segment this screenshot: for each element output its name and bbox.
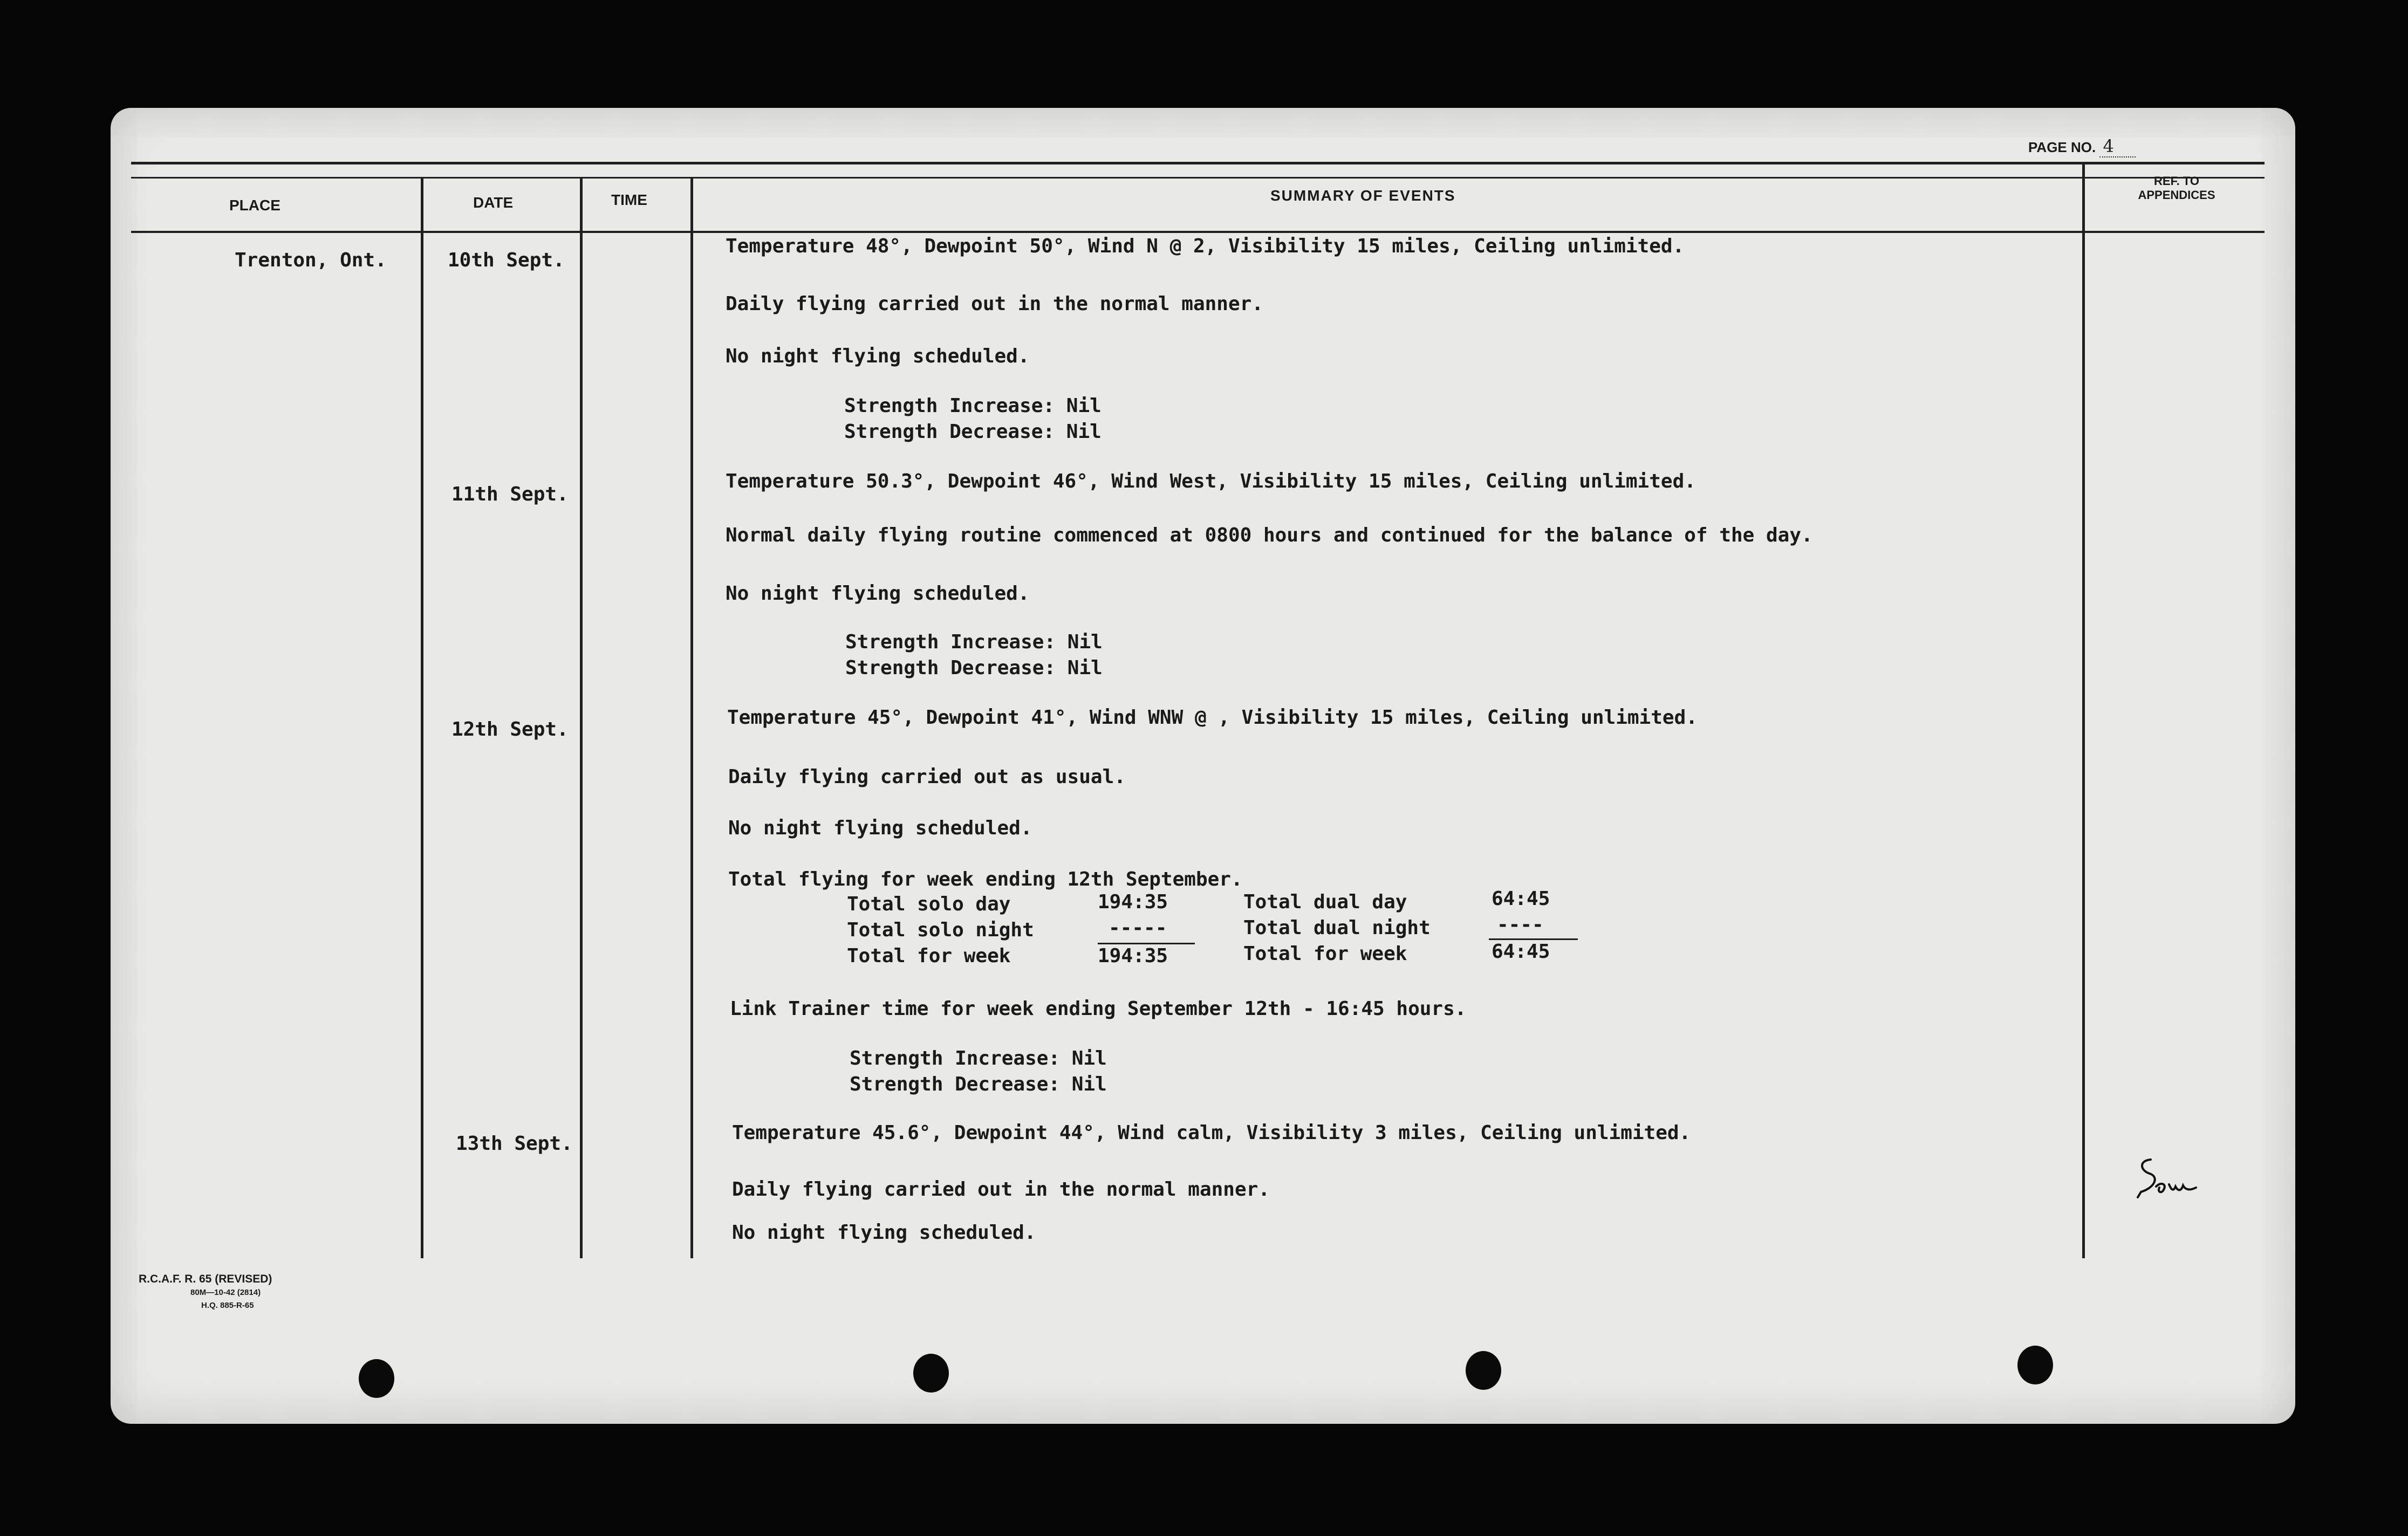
page-label: PAGE NO.	[2028, 139, 2096, 155]
solo-night-value: -----	[1109, 917, 1167, 939]
form-number: R.C.A.F. R. 65 (REVISED)	[139, 1273, 272, 1285]
week-dual-value: 64:45	[1492, 941, 1550, 963]
solo-night-label: Total solo night	[847, 919, 1034, 941]
date-13th: 13th Sept.	[456, 1133, 573, 1155]
header-summary: SUMMARY OF EVENTS	[1270, 187, 1456, 204]
page-number: 4	[2099, 136, 2135, 157]
strength-increase-12th: Strength Increase: Nil	[850, 1047, 1107, 1069]
top-rule	[131, 162, 2265, 164]
place-text: Trenton, Ont.	[235, 249, 387, 271]
strength-increase-10th: Strength Increase: Nil	[844, 395, 1102, 417]
solo-day-label: Total solo day	[847, 893, 1011, 915]
dual-day-value: 64:45	[1492, 888, 1550, 910]
punch-hole-4	[2017, 1346, 2053, 1384]
flying-11th: Normal daily flying routine commenced at 0800 hours and continued for the balance of the day.	[726, 524, 1813, 546]
week-dual-label: Total for week	[1243, 943, 1407, 965]
solo-day-value: 194:35	[1098, 891, 1168, 913]
strength-decrease-11th: Strength Decrease: Nil	[845, 657, 1103, 679]
date-11th: 11th Sept.	[452, 483, 569, 505]
header-ref-appendices: REF. TO APPENDICES	[2138, 174, 2215, 202]
night-12th: No night flying scheduled.	[728, 817, 1032, 839]
flying-10th: Daily flying carried out in the normal manner.	[726, 293, 1263, 315]
strength-decrease-10th: Strength Decrease: Nil	[844, 421, 1102, 443]
flying-13th: Daily flying carried out in the normal manner.	[732, 1178, 1270, 1201]
night-13th: No night flying scheduled.	[732, 1222, 1036, 1244]
link-trainer-time: Link Trainer time for week ending September 12th - 16:45 hours.	[730, 998, 1467, 1020]
col-line-date	[580, 177, 583, 1258]
date-10th: 10th Sept.	[448, 249, 565, 271]
diary-card	[111, 108, 2295, 1424]
week-solo-label: Total for week	[847, 945, 1011, 967]
weather-13th: Temperature 45.6°, Dewpoint 44°, Wind calm, Visibility 3 miles, Ceiling unlimited.	[732, 1122, 1691, 1144]
strength-increase-11th: Strength Increase: Nil	[845, 631, 1103, 653]
top-rule-thin	[131, 177, 2265, 179]
night-10th: No night flying scheduled.	[726, 345, 1030, 367]
header-place: PLACE	[229, 197, 281, 214]
solo-sum-rule	[1098, 943, 1195, 944]
weather-12th: Temperature 45°, Dewpoint 41°, Wind WNW @ , Visibility 15 miles, Ceiling unlimited.	[727, 707, 1698, 729]
punch-hole-1	[359, 1359, 394, 1398]
page-number-label	[2028, 136, 2136, 156]
dual-day-label: Total dual day	[1243, 891, 1407, 913]
header-date: DATE	[473, 194, 514, 211]
form-print-code: 80M—10-42 (2814)	[190, 1288, 261, 1297]
date-12th: 12th Sept.	[452, 718, 569, 740]
night-11th: No night flying scheduled.	[726, 582, 1030, 605]
week-solo-value: 194:35	[1098, 945, 1168, 967]
handwritten-initials-signature	[2133, 1154, 2209, 1203]
strength-decrease-12th: Strength Decrease: Nil	[850, 1073, 1107, 1095]
col-line-summary	[2082, 162, 2085, 1258]
form-hq-reference: H.Q. 885-R-65	[201, 1301, 254, 1310]
punch-hole-2	[913, 1354, 949, 1393]
weather-11th: Temperature 50.3°, Dewpoint 46°, Wind West, Visibility 15 miles, Ceiling unlimited.	[726, 470, 1696, 492]
col-line-place	[421, 177, 423, 1258]
flying-12th: Daily flying carried out as usual.	[728, 766, 1126, 788]
dual-sum-rule	[1489, 938, 1578, 940]
weather-10th: Temperature 48°, Dewpoint 50°, Wind N @ 2, Visibility 15 miles, Ceiling unlimited.	[726, 235, 1685, 257]
dual-night-label: Total dual night	[1243, 917, 1431, 939]
header-bottom-rule	[131, 231, 2265, 233]
header-time: TIME	[611, 191, 647, 208]
punch-hole-3	[1466, 1351, 1501, 1390]
dual-night-value: ----	[1497, 914, 1544, 936]
col-line-time	[690, 177, 693, 1258]
week-total-title: Total flying for week ending 12th September.	[728, 868, 1243, 890]
